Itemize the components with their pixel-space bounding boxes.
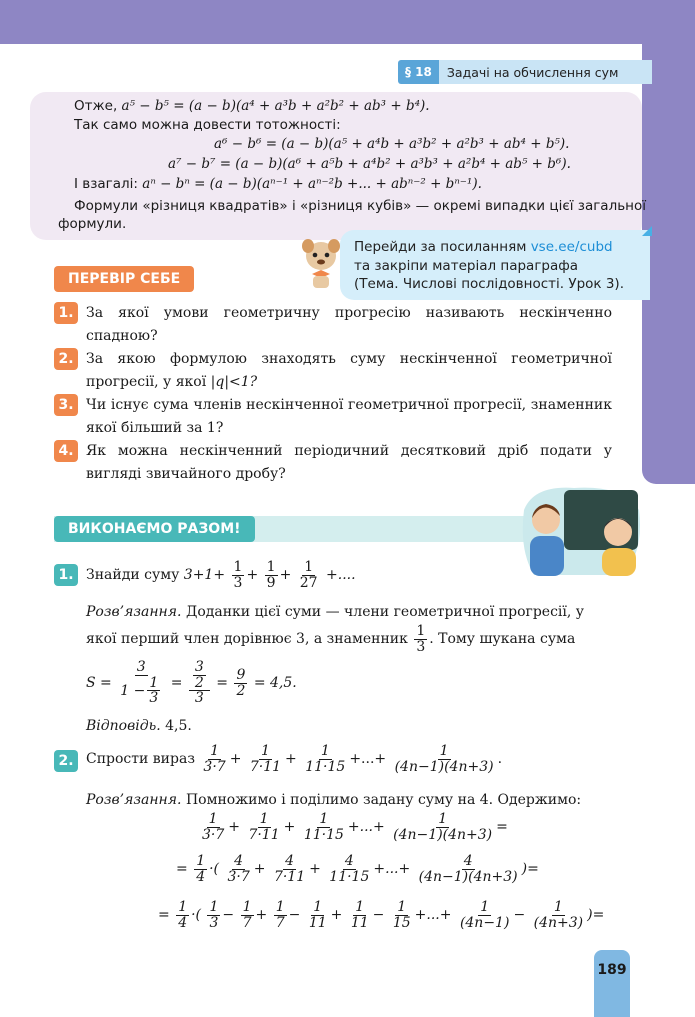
answer-label: Відповідь. bbox=[86, 718, 161, 734]
num: 1 bbox=[355, 899, 365, 915]
ex2-task: Спрости вираз $\frac{1}{3\cdot 7}$ + $\frac{1}{7\cdot 11}$ + $\frac{1}{11\cdot 15}$ +...+ $\frac{1}{(4n-1)(4n+3)}$ . bbox=[86, 743, 503, 775]
r2-f2 bbox=[272, 854, 307, 884]
sol1-ratio bbox=[414, 624, 427, 654]
num: 1 bbox=[266, 559, 276, 575]
num: 1 bbox=[304, 559, 314, 575]
r3-f7 bbox=[458, 900, 512, 930]
den: 11 bbox=[350, 914, 369, 931]
num: 1 bbox=[242, 899, 252, 915]
sol2-row-2: = $\frac{1}{4}$ ·( $\frac{4}{3\cdot 7}$ + $\frac{4}{7\cdot 11}$ + $\frac{4}{11\cdot 15}$ +...+ $\frac{4}{(4n-1)(4n+3)}$ )= bbox=[176, 853, 539, 885]
num: 1 bbox=[233, 559, 243, 575]
inner-frac-2 bbox=[193, 660, 206, 690]
den: 3 bbox=[194, 690, 204, 707]
num: 1 bbox=[397, 899, 407, 915]
formula-7: a⁷ − b⁷ = (a − b)(a⁶ + a⁵b + a⁴b² + a³b³ + a²b⁴ + ab⁵ + b⁶). bbox=[168, 156, 571, 172]
sol1-text-3: . Тому шукана сума bbox=[429, 631, 576, 648]
den: 7 bbox=[275, 914, 285, 931]
callout-text: Перейди за посиланням bbox=[354, 239, 531, 255]
intro-line-2: Так само можна довести тотожності: bbox=[74, 117, 341, 133]
inner-frac bbox=[147, 676, 160, 706]
q2-body: За якою формулою знаходять суму нескінченної геометричної прогресії, у якої bbox=[86, 351, 612, 390]
answer-value: 4,5. bbox=[160, 718, 192, 734]
intro-line-6: Формули «різниця квадратів» і «різниця кубів» — окремі випадки цієї загальної bbox=[74, 198, 647, 214]
r2-f1 bbox=[225, 854, 251, 884]
top-band bbox=[0, 0, 695, 44]
num: 4 bbox=[285, 853, 294, 869]
num: 1 bbox=[208, 811, 218, 827]
ex2-f4 bbox=[393, 744, 496, 774]
formula-5: a⁵ − b⁵ = (a − b)(a⁴ + a³b + a²b² + ab³ + b⁴). bbox=[121, 98, 430, 114]
sol1-line-2 bbox=[86, 624, 575, 654]
sol2-label: Розв’язання. bbox=[86, 792, 182, 808]
intro-text: І взагалі: bbox=[74, 176, 143, 192]
q1-text: За якої умови геометричну прогресію називають нескінченно спадною? bbox=[86, 305, 612, 344]
ex1-text: Знайди суму bbox=[86, 567, 184, 584]
mascot-icon bbox=[296, 234, 346, 290]
num: 9 bbox=[236, 666, 246, 683]
den: 7·11 bbox=[248, 826, 280, 843]
section-title: Задачі на обчислення сум bbox=[439, 60, 653, 84]
sol1-text: Доданки цієї суми — члени геометричної прогресії, у bbox=[181, 604, 585, 620]
ex1-task: Знайди суму 3+1+ $\frac{1}{3}$ + $\frac{1}{9}$ + $\frac{1}{27}$ +.... bbox=[86, 559, 356, 591]
ex2-number: 2. bbox=[54, 750, 78, 772]
sol2-row-1: $\frac{1}{3\cdot 7}$ + $\frac{1}{7\cdot 11}$ + $\frac{1}{11\cdot 15}$ +...+ $\frac{1}{(4n-1)(4n+3)}$ = bbox=[202, 811, 508, 843]
r3-f1 bbox=[207, 900, 220, 930]
intro-line-5 bbox=[74, 176, 482, 192]
ex1-tail: +.... bbox=[326, 567, 356, 584]
num: 1 bbox=[416, 623, 426, 639]
r1-f2 bbox=[246, 812, 281, 842]
ex1-frac-1 bbox=[232, 560, 245, 590]
q3-number: 3. bbox=[54, 394, 78, 416]
r3-f2 bbox=[241, 900, 254, 930]
num: 4 bbox=[463, 853, 473, 869]
den: 3 bbox=[416, 638, 426, 655]
r1-f4 bbox=[391, 812, 494, 842]
num: 1 bbox=[261, 743, 270, 759]
r3-f8 bbox=[532, 900, 586, 930]
r2-f4 bbox=[417, 854, 520, 884]
den: 11·15 bbox=[329, 868, 370, 885]
den: (4n−1)(4n+3) bbox=[394, 758, 494, 775]
num: 1 bbox=[178, 899, 188, 915]
students-photo bbox=[514, 480, 644, 580]
eq: = bbox=[216, 675, 228, 692]
num: 3 bbox=[136, 659, 146, 675]
callout-line-2: та закріпи матеріал параграфа bbox=[354, 258, 579, 274]
ex2-f2 bbox=[248, 744, 283, 774]
r2-f3 bbox=[327, 854, 371, 884]
formula-n: aⁿ − bⁿ = (a − b)(aⁿ⁻¹ + aⁿ⁻²b +... + abⁿ⁻² + bⁿ⁻¹). bbox=[142, 176, 482, 192]
sol2-text: Помножимо і поділимо задану суму на 4. Одержимо: bbox=[181, 792, 582, 808]
den: 3 bbox=[149, 690, 159, 707]
sol1-f3 bbox=[234, 668, 247, 698]
sol2-line bbox=[86, 792, 581, 808]
r3-quarter bbox=[176, 900, 189, 930]
den: (4n+3) bbox=[533, 914, 584, 931]
ex2-f3 bbox=[303, 744, 347, 774]
num: 1 bbox=[553, 899, 563, 915]
q4-text: Як можна нескінченний періодичний десятковий дріб подати у вигляді звичайного дробу? bbox=[86, 443, 612, 482]
intro-box bbox=[30, 92, 647, 240]
page-number: 189 bbox=[597, 962, 627, 978]
r1-f1 bbox=[200, 812, 226, 842]
den-a: 1 − bbox=[120, 682, 146, 699]
den: 7 bbox=[242, 914, 252, 931]
den: 3·7 bbox=[202, 826, 225, 843]
r2-quarter bbox=[194, 854, 207, 884]
den: (4n−1) bbox=[459, 914, 510, 931]
num: 1 bbox=[209, 899, 219, 915]
ex2-text: Спрости вираз bbox=[86, 751, 200, 768]
intro-line-7: формули. bbox=[58, 216, 127, 232]
num: 1 bbox=[210, 743, 220, 759]
sol1-line-1 bbox=[86, 604, 584, 620]
q1-number: 1. bbox=[54, 302, 78, 324]
den: 2 bbox=[194, 674, 204, 691]
den: 11·15 bbox=[305, 758, 346, 775]
den: 3·7 bbox=[203, 758, 226, 775]
link-callout bbox=[340, 230, 650, 300]
q2-text bbox=[86, 348, 612, 394]
r3-f5 bbox=[349, 900, 371, 930]
num: 1 bbox=[313, 899, 323, 915]
sol1-text-2: якої перший член дорівнює 3, а знаменник bbox=[86, 631, 413, 648]
num: 1 bbox=[438, 811, 448, 827]
r3-f4 bbox=[307, 900, 329, 930]
q2-formula: |q|<1? bbox=[210, 374, 258, 390]
num: 3 bbox=[194, 659, 204, 675]
num: 1 bbox=[439, 743, 449, 759]
callout-line-1 bbox=[354, 239, 613, 255]
r1-f3 bbox=[302, 812, 346, 842]
num: 1 bbox=[196, 853, 206, 869]
q4-number: 4. bbox=[54, 440, 78, 462]
den: 11·15 bbox=[303, 826, 344, 843]
den: 7·11 bbox=[273, 868, 306, 885]
den: 11 bbox=[308, 914, 327, 931]
sum-s: S = bbox=[86, 675, 112, 692]
num: 1 bbox=[320, 743, 330, 759]
r3-f6 bbox=[391, 900, 413, 930]
eq: = bbox=[170, 675, 183, 692]
den: 2 bbox=[236, 682, 246, 699]
ex1-frac-2 bbox=[265, 560, 278, 590]
section-badge: § 18 bbox=[398, 60, 439, 84]
den: 4 bbox=[178, 914, 188, 931]
sol1-f1 bbox=[118, 660, 164, 706]
sol1-result: = 4,5. bbox=[253, 675, 297, 692]
q2-number: 2. bbox=[54, 348, 78, 370]
formula-6: a⁶ − b⁶ = (a − b)(a⁵ + a⁴b + a³b² + a²b³ + ab⁴ + b⁵). bbox=[214, 136, 570, 152]
den: 9 bbox=[266, 574, 276, 591]
num: 1 bbox=[149, 674, 159, 691]
sol1-label: Розв’язання. bbox=[86, 604, 182, 620]
check-heading: ПЕРЕВІР СЕБЕ bbox=[54, 266, 194, 292]
den: 3 bbox=[233, 574, 243, 591]
sol2-row-3: = $\frac{1}{4}$ ·( $\frac{1}{3}$ − $\frac{1}{7}$ + $\frac{1}{7}$ − $\frac{1}{11}$ + $\frac{1}{11}$ − $\frac{1}{15}$ +...+ $\frac{1}{(4n-1)}$ − $\frac{1}{(4n+3)}$ )= bbox=[158, 899, 605, 931]
num: 1 bbox=[319, 811, 329, 827]
num: 1 bbox=[480, 899, 490, 915]
ex2-f1 bbox=[201, 744, 227, 774]
callout-line-3: (Тема. Числові послідовності. Урок 3). bbox=[354, 276, 624, 292]
num: 1 bbox=[259, 811, 269, 827]
den: (4n−1)(4n+3) bbox=[418, 868, 518, 885]
ex1-number: 1. bbox=[54, 564, 78, 586]
den: 3·7 bbox=[227, 868, 250, 885]
num: 4 bbox=[234, 853, 244, 869]
ex1-lead: 3+1+ bbox=[183, 567, 226, 584]
den: (4n−1)(4n+3) bbox=[393, 826, 493, 843]
num: 4 bbox=[344, 853, 354, 869]
ex1-frac-3 bbox=[298, 560, 320, 590]
section-header bbox=[398, 60, 652, 84]
together-heading: ВИКОНАЄМО РАЗОМ! bbox=[54, 516, 255, 542]
den: 7·11 bbox=[249, 758, 282, 775]
num: 1 bbox=[275, 899, 285, 915]
den: 15 bbox=[392, 914, 411, 931]
q3-text: Чи існує сума членів нескінченної геометричної прогресії, знаменник якої більший за 1? bbox=[86, 397, 612, 436]
r3-f3 bbox=[274, 900, 287, 930]
sol1-formula bbox=[86, 660, 297, 706]
sol1-f2 bbox=[189, 660, 210, 706]
num bbox=[189, 660, 210, 691]
callout-link[interactable]: vse.ee/cubd bbox=[530, 239, 613, 255]
page-tab bbox=[594, 950, 630, 1017]
den bbox=[118, 676, 164, 706]
den: 3 bbox=[209, 914, 219, 931]
intro-text: Отже, bbox=[74, 98, 122, 114]
answer-1 bbox=[86, 718, 192, 734]
intro-line-1 bbox=[74, 98, 430, 114]
callout-corner bbox=[642, 226, 652, 236]
den: 27 bbox=[299, 574, 318, 591]
den: 4 bbox=[196, 868, 206, 885]
